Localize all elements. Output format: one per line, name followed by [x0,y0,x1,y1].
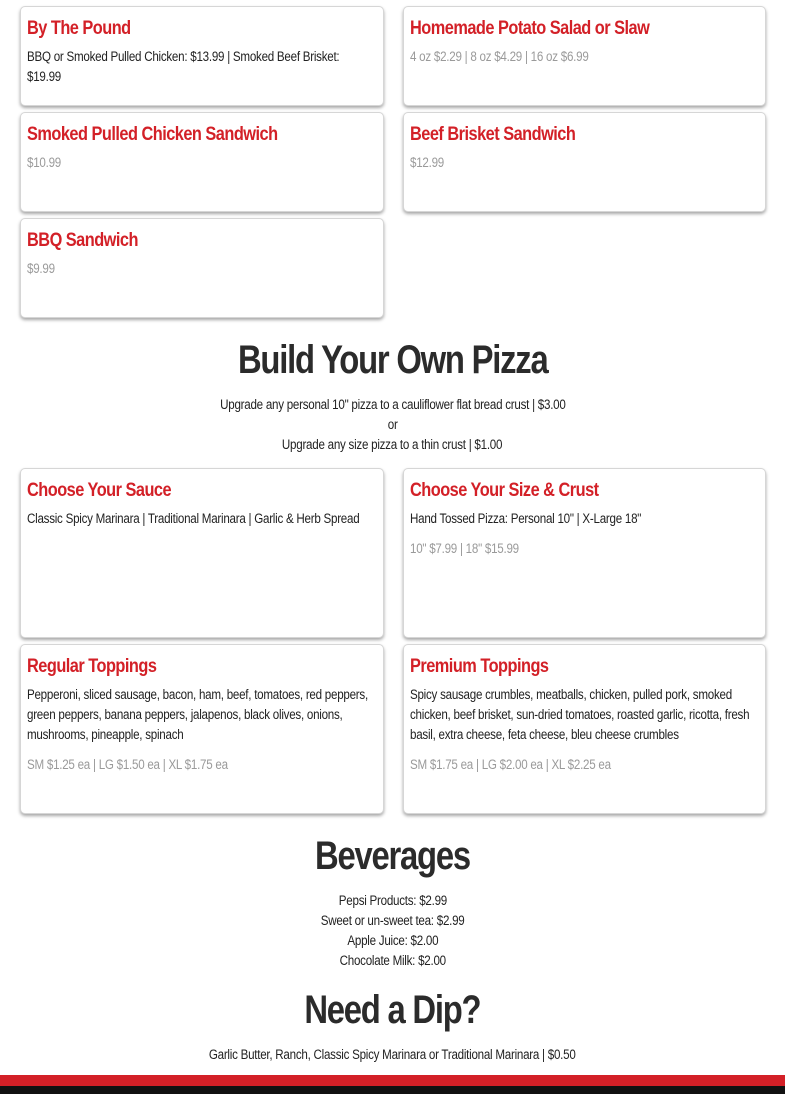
menu-card-description: Pepperoni, sliced sausage, bacon, ham, beef, tomatoes, red peppers, green peppers, banana peppers, jalapenos, black olives, onions, mushrooms, pineapple, spinach [27,687,368,742]
menu-card-price: 10" $7.99 | 18" $15.99 [410,541,519,556]
dip-list [0,1045,785,1065]
pizza-options-grid [20,468,766,814]
menu-card-title: Homemade Potato Salad or Slaw [410,18,650,39]
menu-card-title: Choose Your Sauce [27,480,172,501]
menu-card-description: Hand Tossed Pizza: Personal 10" | X-Large 18" [410,511,642,526]
menu-card-regular-toppings [20,644,384,814]
menu-card-pulled-chicken-sandwich [20,112,384,212]
dip-text: Garlic Butter, Ranch, Classic Spicy Marinara or Traditional Marinara | $0.50 [209,1047,576,1062]
beverage-item: Chocolate Milk: $2.00 [339,953,446,968]
menu-card-description: Classic Spicy Marinara | Traditional Marinara | Garlic & Herb Spread [27,511,360,526]
pizza-note: Upgrade any personal 10" pizza to a cauliflower flat bread crust | $3.00 [219,397,566,412]
menu-card-title: Regular Toppings [27,656,157,677]
dip-heading: Need a Dip? [304,988,481,1032]
menu-card-price: 4 oz $2.29 | 8 oz $4.29 | 16 oz $6.99 [410,49,589,64]
menu-card-brisket-sandwich [403,112,766,212]
menu-card-description: Spicy sausage crumbles, meatballs, chicken, pulled pork, smoked chicken, beef brisket, sun-dried tomatoes, roasted garlic, ricotta, fresh basil, extra cheese, feta cheese, bleu cheese crumbles [410,687,750,742]
menu-card-by-the-pound [20,6,384,106]
pizza-notes [0,395,785,455]
menu-card-title: By The Pound [27,18,131,39]
beverage-item: Apple Juice: $2.00 [347,933,438,948]
pizza-note: or [387,417,398,432]
pizza-heading: Build Your Own Pizza [237,338,548,382]
menu-card-title: BBQ Sandwich [27,230,138,251]
menu-card-price: SM $1.25 ea | LG $1.50 ea | XL $1.75 ea [27,757,228,772]
menu-card-price: $12.99 [410,155,444,170]
beverage-item: Sweet or un-sweet tea: $2.99 [320,913,465,928]
footer-accent-bar [0,1075,785,1086]
menu-card-title: Choose Your Size & Crust [410,480,599,501]
beverages-heading: Beverages [315,834,470,878]
menu-card-price: $9.99 [27,261,55,276]
menu-card-title: Smoked Pulled Chicken Sandwich [27,124,278,145]
menu-card-description: BBQ or Smoked Pulled Chicken: $13.99 | Smoked Beef Brisket: $19.99 [27,49,340,84]
menu-card-title: Beef Brisket Sandwich [410,124,576,145]
menu-card-premium-toppings [403,644,766,814]
top-menu-grid [20,6,766,318]
menu-card-size-crust [403,468,766,638]
menu-card-price: $10.99 [27,155,61,170]
menu-card-price: SM $1.75 ea | LG $2.00 ea | XL $2.25 ea [410,757,611,772]
beverage-item: Pepsi Products: $2.99 [338,893,447,908]
menu-card-bbq-sandwich [20,218,384,318]
beverages-list [0,891,785,971]
menu-card-potato-salad [403,6,766,106]
pizza-note: Upgrade any size pizza to a thin crust | $1.00 [282,437,503,452]
footer-bar [0,1086,785,1094]
menu-card-sauce [20,468,384,638]
menu-card-title: Premium Toppings [410,656,549,677]
